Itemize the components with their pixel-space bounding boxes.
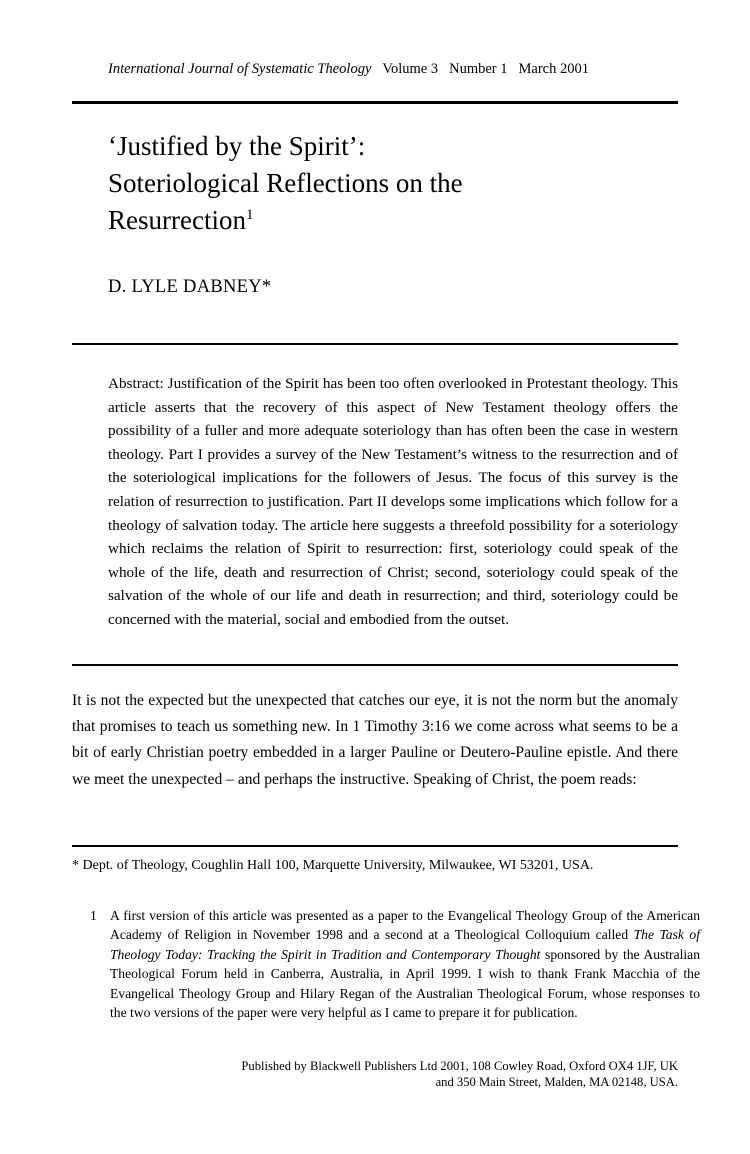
abstract-text: Justification of the Spirit has been too often overlooked in Protestant theology. This article asserts that the recovery of this aspect of New Testament theology offers the possibility of a fuller and more adequate soteriology than has often been the case in western theology. Part I provides a survey of the New Testament’s witness to the resurrection and of the soteriological implications for the followers of Jesus. The focus of this survey is the relation of resurrection to justification. Part II develops some implications which follow for a theology of salvation today. The article here suggests a threefold possibility for a soteriology which reclaims the relation of Spirit to resurrection: first, soteriology could speak of the whole of the life, death and resurrection of Christ; second, soteriology could speak of the salvation of the whole of our life and death in resurrection; and third, soteriology could be concerned with the material, social and embodied from the outset. (108, 375, 678, 628)
title-line-2: Soteriological Reflections on the (108, 168, 463, 198)
publisher-line-2: and 350 Main Street, Malden, MA 02148, USA. (435, 1075, 678, 1090)
author-name: D. LYLE DABNEY* (108, 277, 272, 297)
running-head (108, 60, 680, 78)
volume-label: Volume 3 (382, 61, 439, 77)
footnote-1 (90, 906, 700, 1022)
footnote-1-text-before: A first version of this article was presented as a paper to the Evangelical Theology Group of the American Academy of Religion in November 1998 and a second at a Theological Colloquium called (110, 908, 700, 943)
number-label: Number 1 (449, 61, 508, 77)
abstract-block (108, 372, 678, 632)
title-footnote-marker: 1 (245, 207, 254, 223)
header-rule (72, 101, 678, 104)
footnote-1-text-after: sponsored by the Australian Theological Forum held in Canberra, Australia, in April 1999. I wish to thank Frank Macchia of the Evangelical Theology Group and Hilary Regan of the Australian Theological Forum, whose responses to the two versions of the paper were very helpful as I came to prepare it for publication. (110, 946, 701, 1021)
footnote-1-title-italic: The Task of Theology Today: Tracking the Spirit in Tradition and Contemporary Thought (110, 927, 700, 962)
opening-paragraph: It is not the expected but the unexpected that catches our eye, it is not the norm but the anomaly that promises to teach us something new. In 1 Timothy 3:16 we come across what seems to be a bit of early Christian poetry embedded in a larger Pauline or Deutero-Pauline epistle. And there we meet the unexpected – and perhaps the instructive. Speaking of Christ, the poem reads: (72, 692, 678, 788)
footnote-affiliation: * Dept. of Theology, Coughlin Hall 100, Marquette University, Milwaukee, WI 53201, USA. (72, 858, 594, 873)
abstract-top-rule (72, 343, 678, 345)
title-line-1: ‘Justified by the Spirit’: (108, 131, 366, 161)
footnote-1-number: 1 (90, 908, 97, 923)
publisher-line-1: Published by Blackwell Publishers Ltd 2001, 108 Cowley Road, Oxford OX4 1JF, UK (241, 1059, 678, 1073)
publisher-imprint (72, 1058, 678, 1091)
footnote-separator-rule (72, 845, 678, 847)
abstract-label: Abstract: (108, 375, 164, 392)
page-title (108, 128, 608, 239)
abstract-bottom-rule (72, 664, 678, 666)
issue-date: March 2001 (518, 61, 589, 77)
journal-name: International Journal of Systematic Theology (108, 61, 372, 77)
title-line-3: Resurrection (108, 205, 246, 235)
